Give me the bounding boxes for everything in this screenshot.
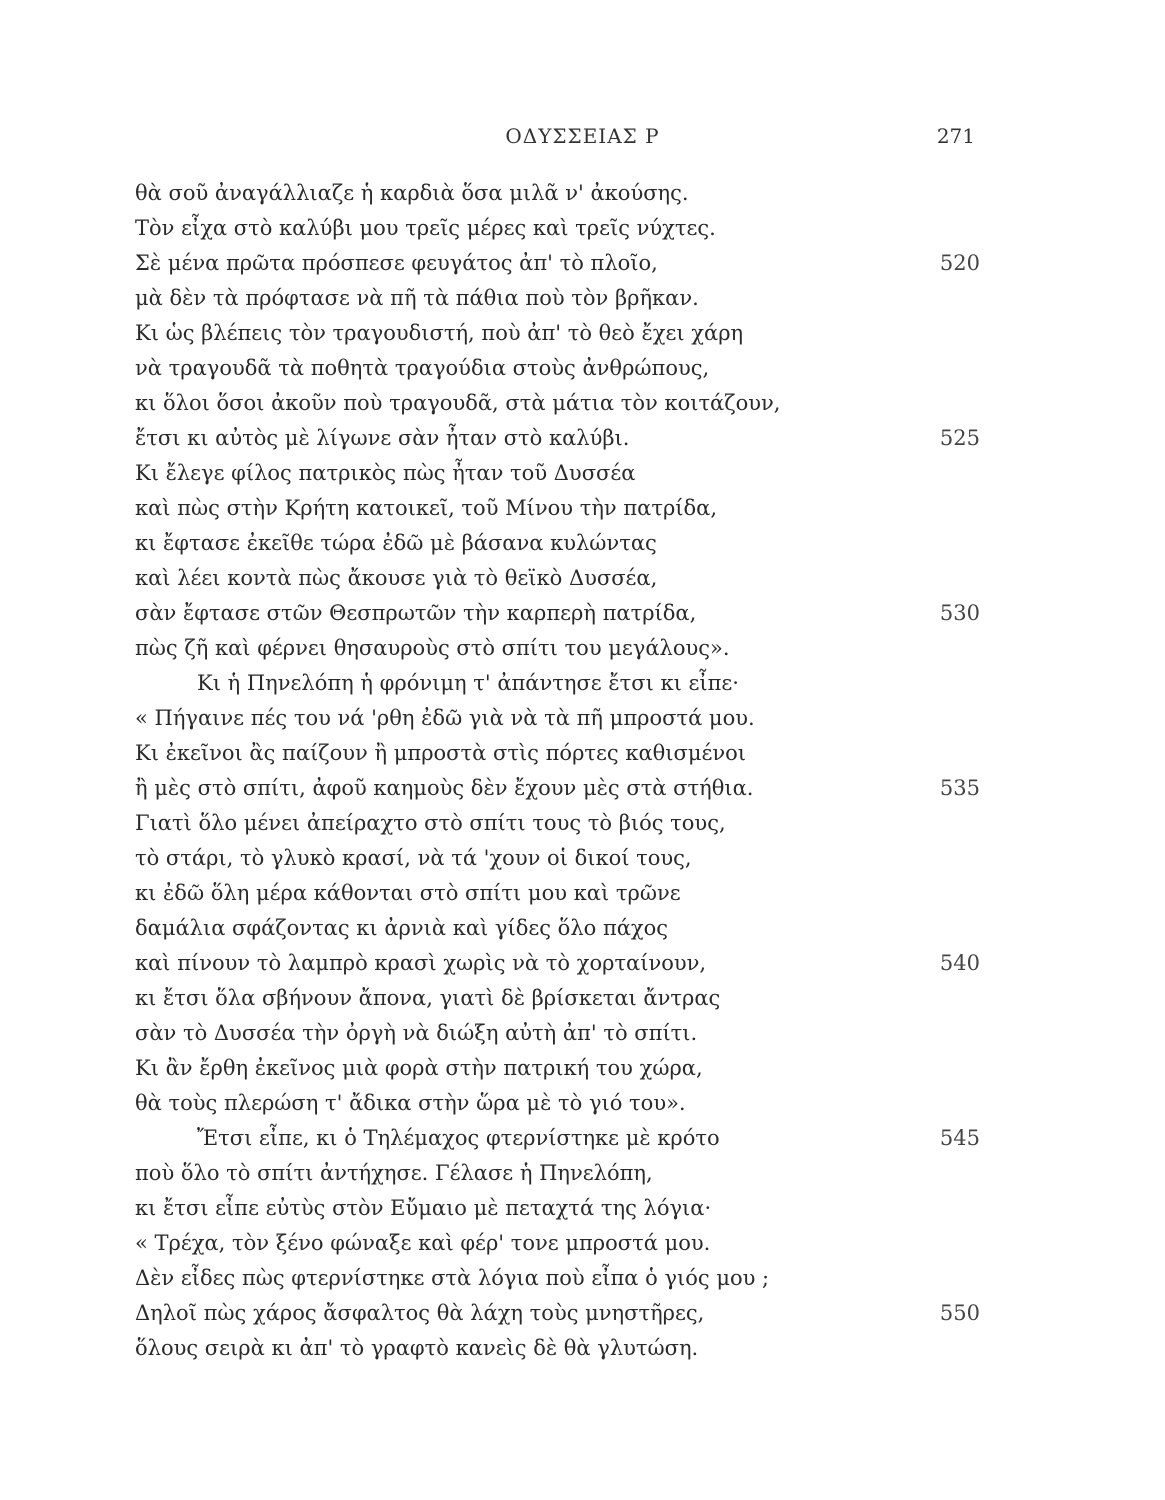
verse-line (135, 946, 995, 981)
verse-text: Δὲν εἶδες πὼς φτερνίστηκε στὰ λόγια ποὺ εἶπα ὁ γιός μου ; (135, 1266, 770, 1290)
verse-text: κι ἐδῶ ὅλη μέρα κάθονται στὸ σπίτι μου καὶ τρῶνε (135, 881, 681, 905)
verse-line (135, 1226, 995, 1261)
verse-text: μὰ δὲν τὰ πρόφτασε νὰ πῆ τὰ πάθια ποὺ τὸν βρῆκαν. (135, 286, 699, 310)
verse-text: κι ὅλοι ὅσοι ἀκοῦν ποὺ τραγουδᾶ, στὰ μάτια τὸν κοιτάζουν, (135, 391, 781, 415)
verse-line (135, 526, 995, 561)
verse-text: καὶ λέει κοντὰ πὼς ἄκουσε γιὰ τὸ θεϊκὸ Δυσσέα, (135, 566, 658, 590)
verse-line (135, 1156, 995, 1191)
verse-text: σὰν ἔφτασε στῶν Θεσπρωτῶν τὴν καρπερὴ πατρίδα, (135, 601, 697, 625)
verse-text: « Τρέχα, τὸν ξένο φώναξε καὶ φέρ' τονε μπροστά μου. (135, 1231, 711, 1255)
verse-text: Σὲ μένα πρῶτα πρόσπεσε φευγάτος ἀπ' τὸ πλοῖο, (135, 251, 658, 275)
verse-text: σὰν τὸ Δυσσέα τὴν ὀργὴ νὰ διώξη αὐτὴ ἀπ' τὸ σπίτι. (135, 1021, 698, 1045)
verse-line (135, 421, 995, 456)
verse-line (135, 1121, 995, 1156)
verse-line (135, 701, 995, 736)
verse-text: Τὸν εἶχα στὸ καλύβι μου τρεῖς μέρες καὶ τρεῖς νύχτες. (135, 216, 716, 240)
verse-line (135, 351, 995, 386)
verse-text: κι ἔτσι εἶπε εὐτὺς στὸν Εὔμαιο μὲ πεταχτά της λόγια· (135, 1196, 712, 1220)
verse-line (135, 561, 995, 596)
line-number: 530 (939, 601, 980, 625)
verse-line (135, 211, 995, 246)
verse-line (135, 176, 995, 211)
verse-text: Ἔτσι εἶπε, κι ὁ Τηλέμαχος φτερνίστηκε μὲ κρότο (197, 1126, 720, 1150)
verse-text: ὅλους σειρὰ κι ἀπ' τὸ γραφτὸ κανεὶς δὲ θὰ γλυτώση. (135, 1336, 699, 1360)
verse-text: Κι ἂν ἔρθη ἐκεῖνος μιὰ φορὰ στὴν πατρική του χώρα, (135, 1056, 703, 1080)
verse-text: πὼς ζῆ καὶ φέρνει θησαυροὺς στὸ σπίτι του μεγάλους». (135, 636, 730, 660)
verse-text: ἔτσι κι αὐτὸς μὲ λίγωνε σὰν ἦταν στὸ καλύβι. (135, 426, 630, 450)
verse-text: καὶ πίνουν τὸ λαμπρὸ κρασὶ χωρὶς νὰ τὸ χορταίνουν, (135, 951, 707, 975)
verse-line (135, 981, 995, 1016)
verse-line (135, 1051, 995, 1086)
verse-text: τὸ στάρι, τὸ γλυκὸ κρασί, νὰ τά 'χουν οἱ δικοί τους, (135, 846, 692, 870)
line-number: 525 (939, 426, 980, 450)
verse-text: νὰ τραγουδᾶ τὰ ποθητὰ τραγούδια στοὺς ἀνθρώπους, (135, 356, 710, 380)
verse-line (135, 386, 995, 421)
verse-line (135, 596, 995, 631)
verse-text: Κι ἡ Πηνελόπη ἡ φρόνιμη τ' ἀπάντησε ἔτσι κι εἶπε· (197, 671, 739, 695)
verse-text: κι ἔτσι ὅλα σβήνουν ἄπονα, γιατὶ δὲ βρίσκεται ἄντρας (135, 986, 721, 1010)
verse-line (135, 876, 995, 911)
line-number: 545 (939, 1126, 980, 1150)
verse-line (135, 806, 995, 841)
verse-text: ἢ μὲς στὸ σπίτι, ἀφοῦ καημοὺς δὲν ἔχουν μὲς στὰ στήθια. (135, 776, 754, 800)
verse-text: Κι ἔλεγε φίλος πατρικὸς πὼς ἦταν τοῦ Δυσσέα (135, 461, 636, 485)
verse-line (135, 631, 995, 666)
running-title: ΟΔΥΣΣΕΙΑΣ Ρ (505, 124, 660, 148)
line-number: 520 (939, 251, 980, 275)
verse-text: καὶ πὼς στὴν Κρήτη κατοικεῖ, τοῦ Μίνου τὴν πατρίδα, (135, 496, 718, 520)
verse-line (135, 1296, 995, 1331)
verse-line (135, 666, 995, 701)
verse-text: Κι ὡς βλέπεις τὸν τραγουδιστή, ποὺ ἀπ' τὸ θεὸ ἔχει χάρη (135, 321, 744, 345)
verse-line (135, 1191, 995, 1226)
verse-line (135, 736, 995, 771)
verse-line (135, 1086, 995, 1121)
verse-line (135, 841, 995, 876)
verse-text: θὰ τοὺς πλερώση τ' ἄδικα στὴν ὥρα μὲ τὸ γιό του». (135, 1091, 686, 1115)
verse-text: ποὺ ὅλο τὸ σπίτι ἀντήχησε. Γέλασε ἡ Πηνελόπη, (135, 1161, 653, 1185)
verse-text: θὰ σοῦ ἀναγάλλιαζε ἡ καρδιὰ ὅσα μιλᾶ ν' ἀκούσης. (135, 181, 689, 205)
verse-line (135, 911, 995, 946)
line-number: 535 (939, 776, 980, 800)
line-number: 550 (939, 1301, 980, 1325)
verse-line (135, 1261, 995, 1296)
verse-line (135, 1331, 995, 1366)
verse-line (135, 491, 995, 526)
verse-line (135, 456, 995, 491)
verse-text: δαμάλια σφάζοντας κι ἀρνιὰ καὶ γίδες ὅλο πάχος (135, 916, 669, 940)
line-number: 540 (939, 951, 980, 975)
verse-text: κι ἔφτασε ἐκεῖθε τώρα ἐδῶ μὲ βάσανα κυλώντας (135, 531, 657, 555)
page-number: 271 (936, 124, 975, 148)
verse-line (135, 316, 995, 351)
verse-text: « Πήγαινε πές του νά 'ρθη ἐδῶ γιὰ νὰ τὰ πῆ μπροστά μου. (135, 706, 755, 730)
verse-line (135, 246, 995, 281)
verse-text: Δηλοῖ πὼς χάρος ἄσφαλτος θὰ λάχη τοὺς μνηστῆρες, (135, 1301, 705, 1325)
verse-text: Γιατὶ ὅλο μένει ἀπείραχτο στὸ σπίτι τους τὸ βιός τους, (135, 811, 726, 835)
verse-text: Κι ἐκεῖνοι ἂς παίζουν ἢ μπροστὰ στὶς πόρτες καθισμένοι (135, 741, 747, 765)
verse-line (135, 771, 995, 806)
verse-block (135, 176, 995, 1366)
verse-line (135, 281, 995, 316)
verse-line (135, 1016, 995, 1051)
